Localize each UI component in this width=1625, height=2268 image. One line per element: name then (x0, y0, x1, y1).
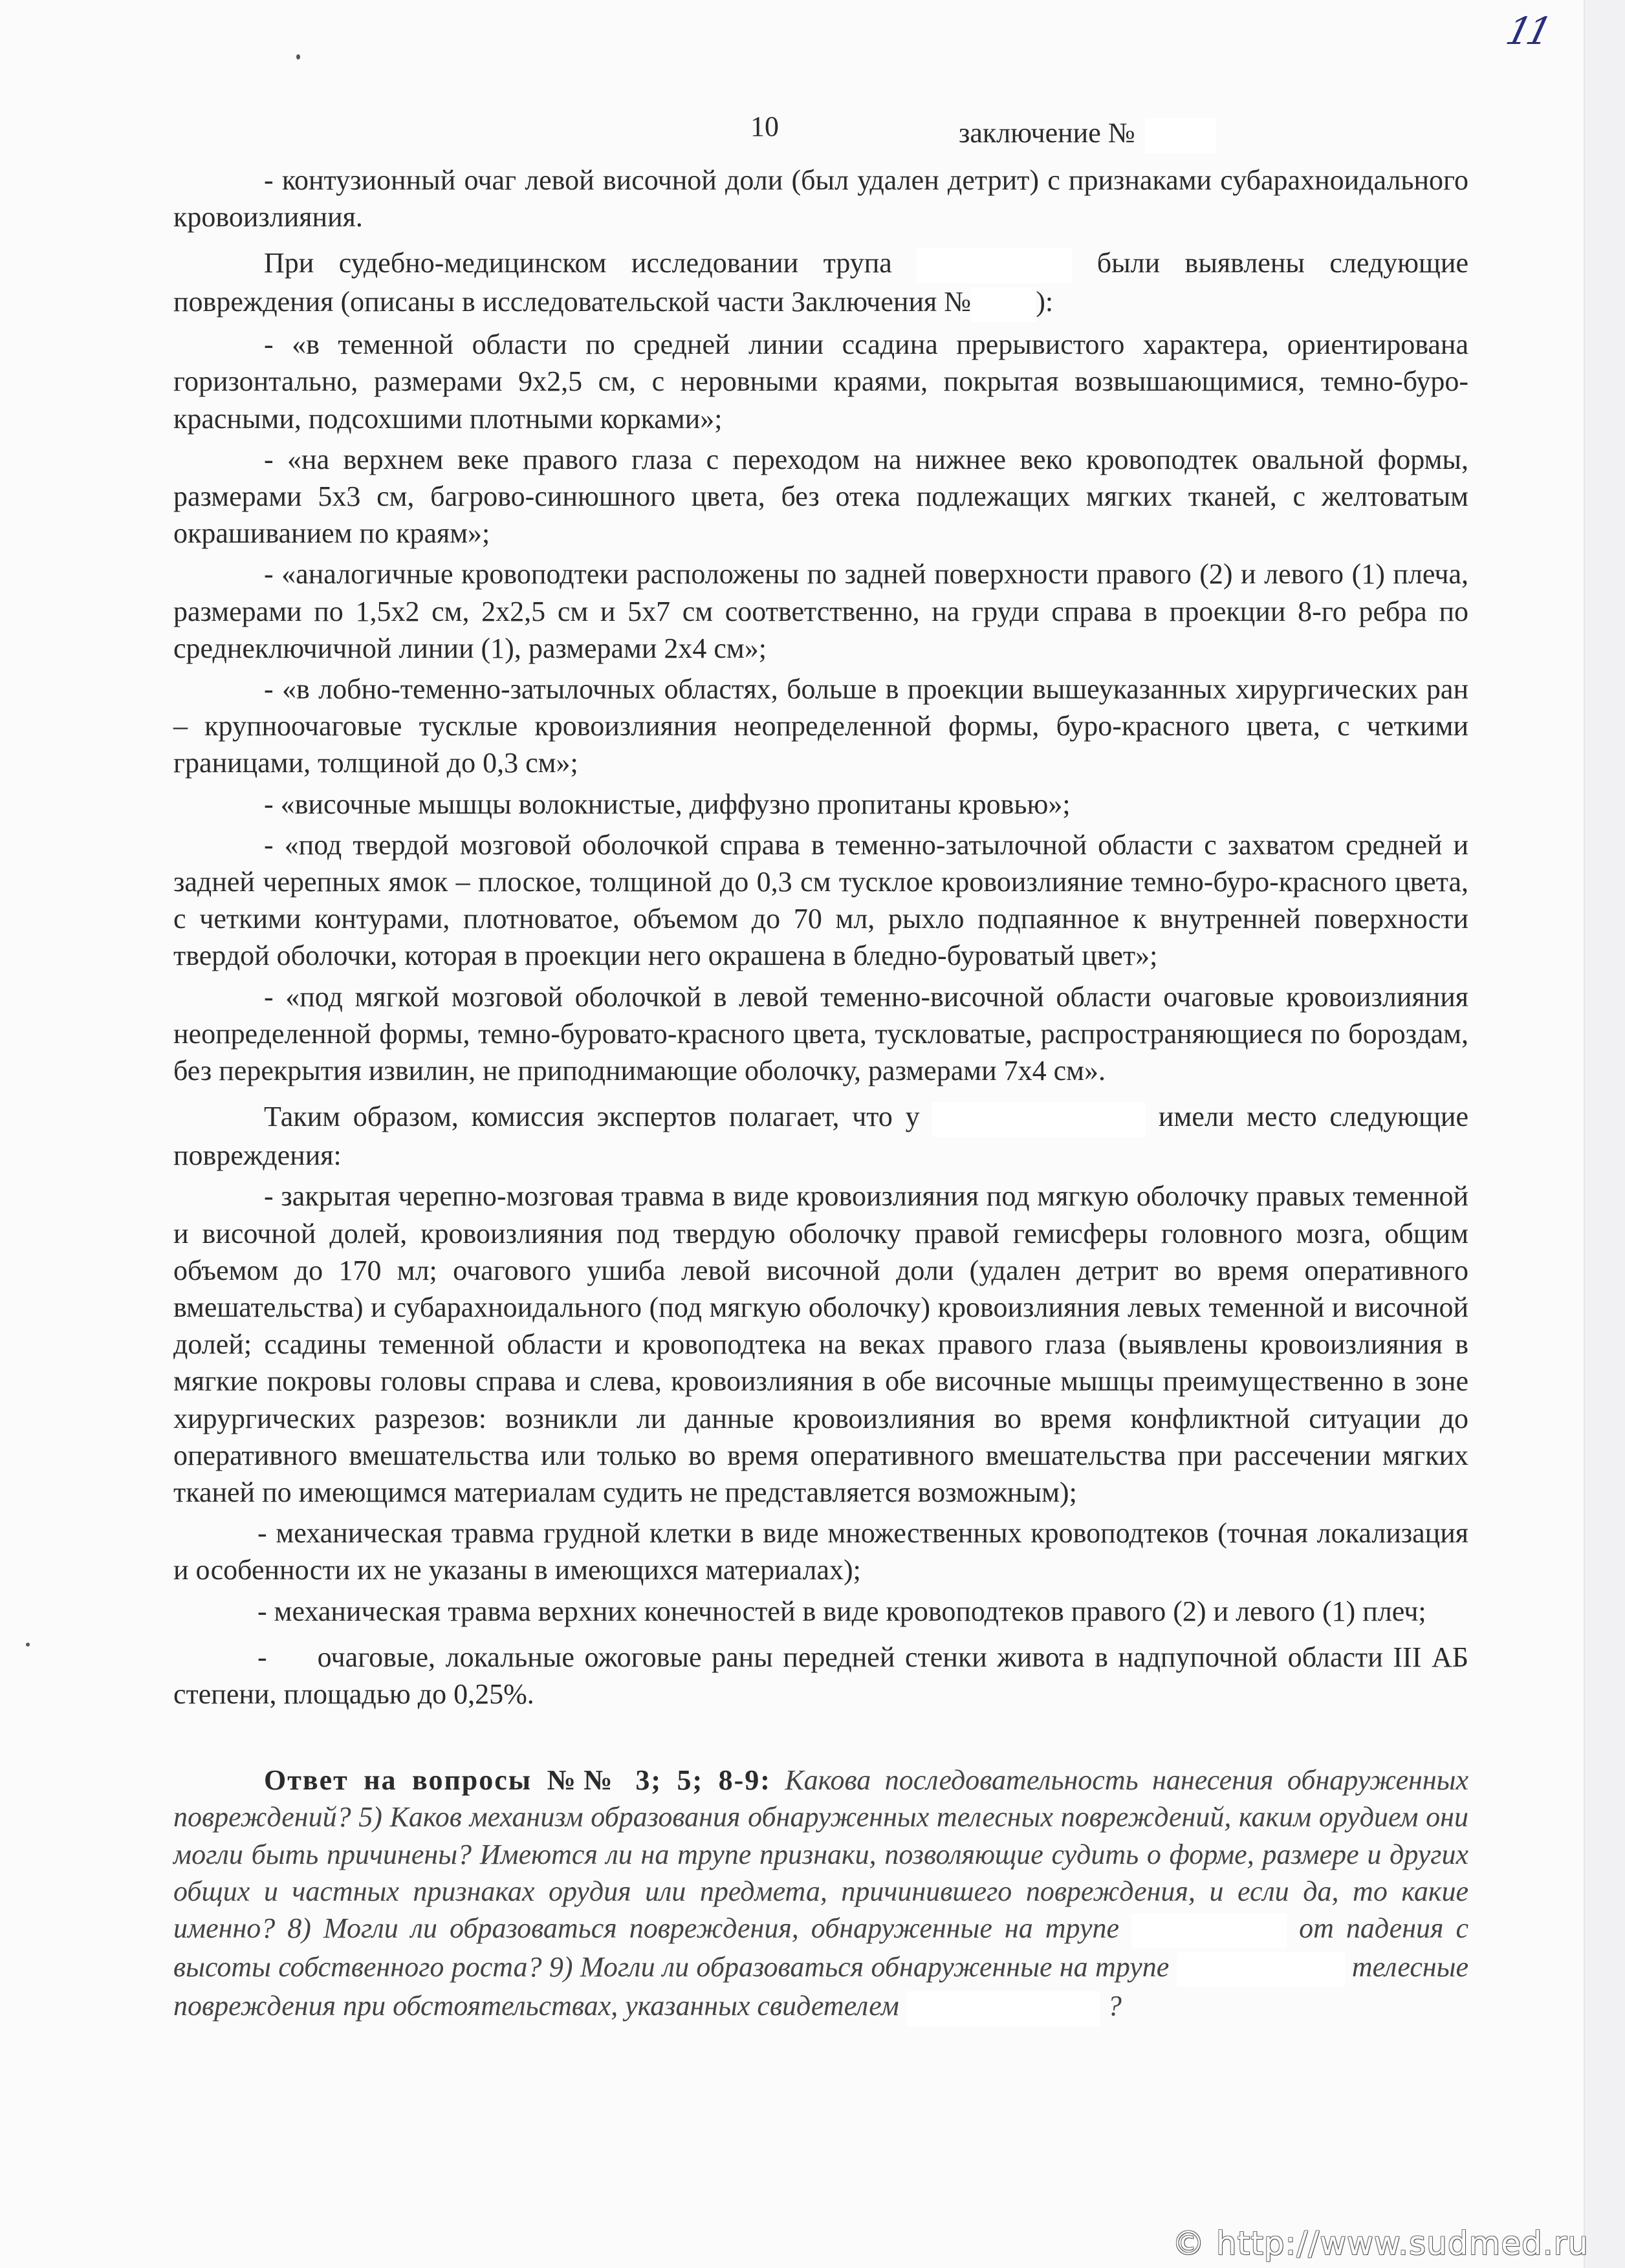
autopsy-intro-text: При судебно-медицинском исследовании трупа (264, 247, 892, 279)
conclusion-item: - закрытая черепно-мозговая травма в виде кровоизлияния под мягкую оболочку правых теменной и височной долей, кровоизлияния под твердую оболочку правой гемисферы головного мозга, общим объемом до 170 мл; очагового ушиба левой височной доли (удален детрит во время оперативного вмешательства) и субарахноидального (под мягкую оболочку) кровоизлияния левых теменной и височной долей; ссадины теменной области и кровоподтека на веках правого глаза (выявлены кровоизлияния в мягкие покровы головы справа и слева, кровоизлияния в обе височные мышцы преимущественно в зоне хирургических разрезов: возникли ли данные кровоизлияния во время конфликтной ситуации до оперативного вмешательства или только во время оперативного вмешательства при рассечении мягких тканей по имеющимся материалам судить не представляется возможным); (173, 1180, 1468, 1509)
injury-item: - «в теменной области по средней линии ссадина прерывистого характера, ориентирована горизонтально, размерами 9х2,5 см, с неровными краями, покрытая возвышающимися, темно-буро-красными, подсохшими плотными корками»; (173, 329, 1468, 435)
scan-edge (1584, 0, 1625, 2268)
redacted-witness-name (906, 1991, 1100, 2026)
injury-item: - «под твердой мозговой оболочкой справа в теменно-затылочной области с захватом средней и задней черепных ямок – плоское, толщиной до 0,3 см тусклое кровоизлияние темно-буро-красного цвета, с четкими контурами, плотноватое, объемом до 70 мл, рыхло подпаянное к внутренней поверхности твердой оболочки, которая в проекции него окрашена в бледно-буроватый цвет»; (173, 828, 1468, 972)
redacted-conclusion-ref (971, 287, 1036, 322)
conclusion-item: - механическая травма грудной клетки в виде множественных кровоподтеков (точная локализация и особенности их не указаны в имеющихся материалах); (173, 1517, 1468, 1586)
answer-section (173, 1762, 1468, 2026)
page-number: 10 (750, 111, 779, 142)
paragraph-contusion: - контузионный очаг левой височной доли (был удален детрит) с признаками субарахноидального кровоизлияния. (173, 164, 1468, 233)
conclusion-item: - очаговые, локальные ожоговые раны передней стенки живота в надпупочной области III АБ степени, площадью до 0,25%. (173, 1641, 1476, 1711)
injury-item: - «на верхнем веке правого глаза с переходом на нижнее веко кровоподтек овальной формы, размерами 5х3 см, багрово-синюшного цвета, без отека подлежащих мягких тканей, с желтоватым окрашиванием по краям»; (173, 443, 1468, 550)
question-text: Какова последовательность нанесения обнаруженных повреждений? 5) Каков механизм образования обнаруженных телесных повреждений, каким орудием они могли быть причинены? Имеются ли на трупе признаки, позволяющие судить о форме, размере и других общих и частных признаках орудия или предмета, причинившего повреждения, и если да, то какие именно? 8) Могли ли образоваться повреждения, обнаруженные на трупе (173, 1764, 1468, 1945)
question-mark: ? (1107, 1989, 1122, 2022)
answer-heading: Ответ на вопросы №№ 3; 5; 8-9: (264, 1764, 771, 1797)
page-header (0, 110, 1584, 149)
redacted-name (1177, 1952, 1345, 1987)
conclusion-title (959, 116, 1216, 153)
commission-text-2: имели место следующие повреждения: (173, 1101, 1468, 1172)
injury-item: - «височные мышцы волокнистые, диффузно пропитаны кровью»; (264, 788, 1071, 820)
conclusion-title-text: заключение № (959, 117, 1135, 149)
paragraph-commission-conclusion (173, 1098, 1468, 1174)
scan-speck (26, 1643, 30, 1647)
question-text-3: телесные повреждения при обстоятельствах, указанных свидетелем (173, 1950, 1468, 2022)
redacted-conclusion-number (1145, 118, 1216, 153)
autopsy-intro-text-2: были выявлены следующие повреждения (описаны в исследовательской части Заключения № (173, 247, 1468, 318)
scan-speck (296, 54, 300, 59)
redacted-name (1131, 1914, 1287, 1949)
conclusion-item: - механическая травма верхних конечностей в виде кровоподтеков правого (2) и левого (1) плеч; (257, 1595, 1426, 1627)
autopsy-intro-text-3: ): (1036, 286, 1054, 318)
document-body (173, 162, 1476, 2026)
paragraph-autopsy-intro (173, 244, 1468, 322)
question-text-2: от падения с высоты собственного роста? 9) Могли ли образоваться обнаруженные на трупе (173, 1912, 1469, 1983)
commission-text: Таким образом, комиссия экспертов полагает, что у (264, 1101, 920, 1133)
injury-item: - «в лобно-теменно-затылочных областях, больше в проекции вышеуказанных хирургических ран – крупноочаговые тусклые кровоизлияния неопределенной формы, буро-красного цвета, с четкими границами, толщиной до 0,3 см»; (173, 673, 1468, 779)
watermark: © http://www.sudmed.ru (1172, 2225, 1589, 2262)
injury-item: - «аналогичные кровоподтеки расположены по задней поверхности правого (2) и левого (1) плеча, размерами по 1,5х2 см, 2х2,5 см и 5х7 см соответственно, на груди справа в проекции 8-го ребра по среднеключичной линии (1), размерами 2х4 см»; (173, 558, 1468, 664)
redacted-name (917, 248, 1072, 283)
redacted-name (932, 1102, 1146, 1137)
injury-item: - «под мягкой мозговой оболочкой в левой теменно-височной области очаговые кровоизлияния неопределенной формы, темно-буровато-красного цвета, тускловатые, распространяющиеся по бороздам, без перекрытия извилин, не приподнимающие оболочку, размерами 7х4 см». (173, 980, 1468, 1087)
handwritten-page-number: 11 (1501, 9, 1553, 53)
